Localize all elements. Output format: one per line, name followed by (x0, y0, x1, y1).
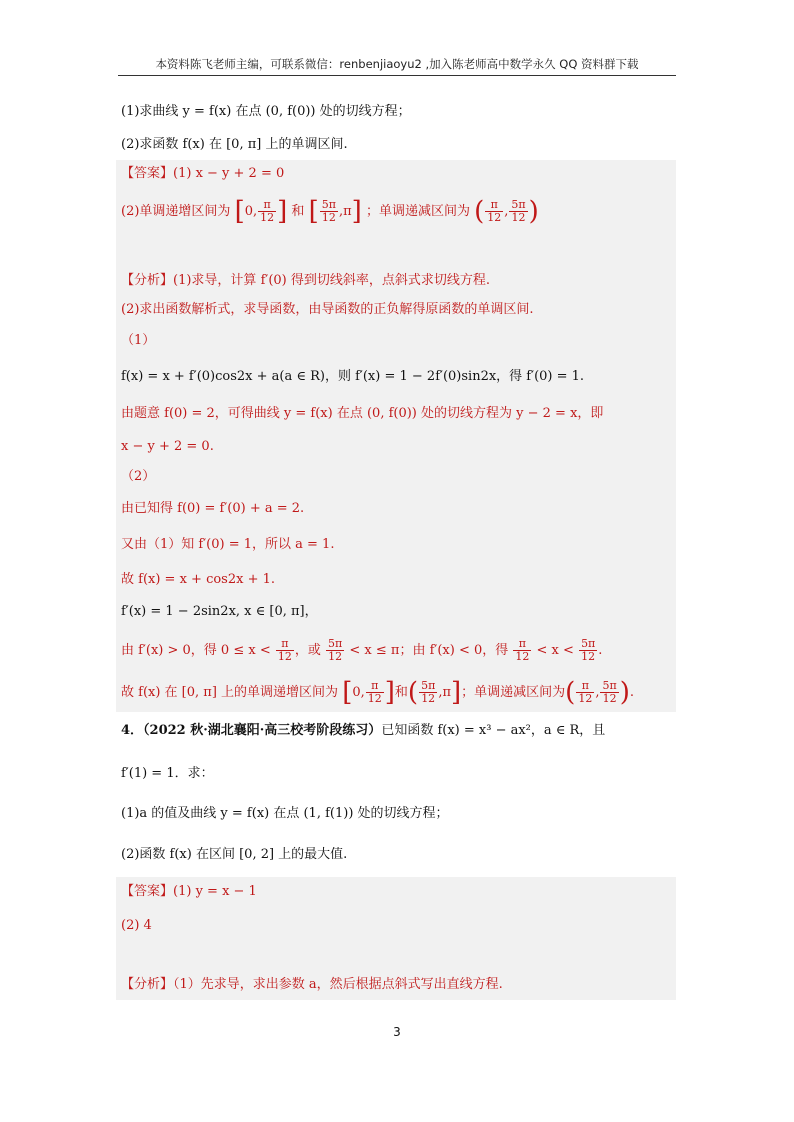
fraction: $\frac{\pi}{12}$ (367, 679, 382, 705)
analysis4-line1: 【分析】（1）先求导，求出参数 a，然后根据点斜式写出直线方程. (121, 977, 503, 992)
fraction: $\frac{\pi}{12}$ (515, 637, 530, 663)
q4-source: （2022 秋·湖北襄阳·高三校考阶段练习） (143, 723, 382, 738)
analysis3-line4: f(x) = x + f′(0)cos2x + a(a ∈ R)，则 f′(x) = 1 − 2f′(0)sin2x，得 f′(0) = 1. (121, 369, 585, 384)
answer-label: 【答案】 (121, 884, 174, 899)
fraction: $\frac{\pi}{12}$ (578, 679, 593, 705)
q4-stem: 4．（2022 秋·湖北襄阳·高三校考阶段练习）已知函数 f(x) = x³ − ax²，a ∈ R，且 (121, 723, 606, 738)
analysis3-line13: 故 f(x) 在 [0, π] 上的单调递增区间为 [0, $\frac{\pi}{12}$ ]和( $\frac{5\pi}{12}$ ,π]；单调递减区间为( $\frac{\pi}{12}$ , $\frac{5\pi}{12}$ ). (121, 677, 634, 708)
analysis3-line5: 由题意 f(0) = 2，可得曲线 y = f(x) 在点 (0, f(0)) 处的切线方程为 y − 2 = x，即 (121, 406, 604, 421)
page-number: 3 (393, 1025, 401, 1039)
q3-part1: (1)求曲线 y = f(x) 在点 (0, f(0)) 处的切线方程； (121, 104, 411, 119)
fraction: $\frac{5\pi}{12}$ (581, 637, 596, 663)
analysis-label: 【分析】 (121, 977, 174, 992)
fraction: $\frac{5\pi}{12}$ (421, 679, 436, 705)
ans4-line1: 【答案】(1) y = x − 1 (121, 884, 257, 899)
analysis-label: 【分析】 (121, 273, 174, 288)
q4-part2: (2)函数 f(x) 在区间 [0, 2] 上的最大值. (121, 847, 348, 862)
ans3-dec-label: ；单调递减区间为 (365, 204, 470, 219)
analysis3-line8: 由已知得 f(0) = f′(0) + a = 2. (121, 501, 305, 516)
analysis3-part1-label: （1） (121, 333, 156, 348)
analysis3-line2: (2)求出函数解析式，求导函数，由导函数的正负解得原函数的单调区间. (121, 302, 534, 317)
analysis3-line11: f′(x) = 1 − 2sin2x, x ∈ [0, π]， (121, 604, 318, 619)
page-header: 本资料陈飞老师主编，可联系微信：renbenjiaoyu2 ,加入陈老师高中数学永久 QQ 资料群下载 (118, 56, 676, 76)
analysis3-part2-label: （2） (121, 469, 156, 484)
ans3-part1: (1) x − y + 2 = 0 (173, 166, 285, 181)
ans3-line2: (2)单调递增区间为 [0, $\frac{\pi}{12}$ ] 和 [ $\frac{5\pi}{12}$ ,π] ；单调递减区间为 ( $\frac{\pi}{12}$ , $\frac{5\pi}{12}$ ) (121, 196, 539, 227)
q3-part2: (2)求函数 f(x) 在 [0, π] 上的单调区间. (121, 137, 348, 152)
fraction: $\frac{5\pi}{12}$ (602, 679, 617, 705)
ans3-interval-start: 0, (244, 204, 258, 219)
analysis3-line12: 由 f′(x) > 0，得 0 ≤ x < $\frac{\pi}{12}$ ，或 $\frac{5\pi}{12}$ < x ≤ π；由 f′(x) < 0，得 $\frac{\pi}{12}$ < x < $\frac{5\pi}{12}$ . (121, 637, 603, 663)
fraction: $\frac{5\pi}{12}$ (511, 198, 526, 224)
analysis3-line1: 【分析】(1)求导，计算 f′(0) 得到切线斜率，点斜式求切线方程. (121, 273, 491, 288)
ans3-inc-label: (2)单调递增区间为 (121, 204, 231, 219)
fraction: $\frac{\pi}{12}$ (487, 198, 502, 224)
fraction: $\frac{5\pi}{12}$ (328, 637, 343, 663)
q4-stem-cont: f′(1) = 1．求： (121, 766, 214, 781)
and-word: 和 (291, 204, 305, 219)
analysis3-line10: 故 f(x) = x + cos2x + 1. (121, 572, 276, 587)
answer-label: 【答案】 (121, 166, 174, 181)
answer-block-q3 (116, 160, 676, 712)
analysis3-line9: 又由（1）知 f′(0) = 1，所以 a = 1. (121, 537, 335, 552)
analysis3-line6: x − y + 2 = 0. (121, 439, 214, 454)
fraction: $\frac{\pi}{12}$ (277, 637, 292, 663)
ans3-line1 (121, 165, 284, 183)
q4-part1: (1)a 的值及曲线 y = f(x) 在点 (1, f(1)) 处的切线方程； (121, 806, 449, 821)
ans4-line2: (2) 4 (121, 918, 152, 933)
fraction: $\frac{\pi}{12}$ (260, 198, 275, 224)
q4-number: 4． (121, 723, 144, 738)
fraction: $\frac{5\pi}{12}$ (321, 198, 336, 224)
